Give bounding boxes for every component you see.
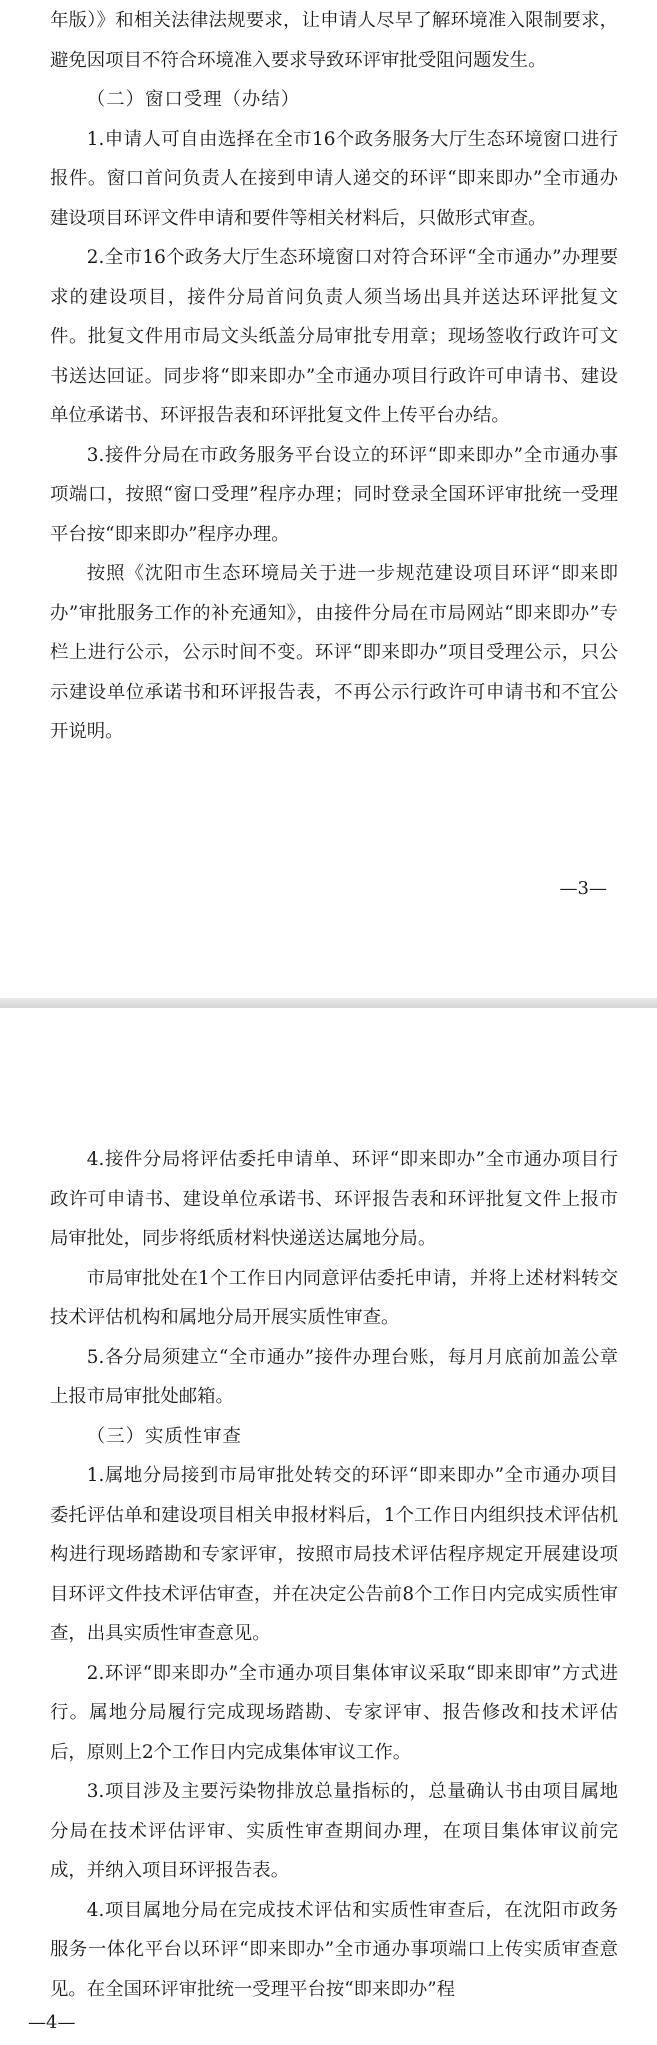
document-page-4: [0, 1008, 657, 2045]
section-heading-substantive-review: （三）实质性审查: [86, 1425, 242, 1447]
page-number: —3—: [559, 878, 607, 899]
page-3-body: [50, 1, 618, 752]
paragraph: 1.属地分局接到市局审批处转交的环评“即来即办”全市通办项目委托评估单和建设项目相关申报材料后，1个工作日内组织技术评估机构进行现场踏勘和专家评审，按照市局技术评估程序规定开展建设项目环评文件技术评估审查，并在决定公告前8个工作日内完成实质性审查，出具实质性审查意见。: [50, 1465, 618, 1644]
paragraph: 市局审批处在1个工作日内同意评估委托申请，并将上述材料转交技术评估机构和属地分局开展实质性审查。: [50, 1267, 618, 1328]
page-number: —4—: [28, 2012, 76, 2033]
paragraph: 4.接件分局将评估委托申请单、环评“即来即办”全市通办项目行政许可申请书、建设单位承诺书、环评报告表和环评批复文件上报市局审批处，同步将纸质材料快递送达属地分局。: [50, 1149, 618, 1249]
paragraph: 4.项目属地分局在完成技术评估和实质性审查后，在沈阳市政务服务一体化平台以环评“即来即办”全市通办事项端口上传实质审查意见。在全国环评审批统一受理平台按“即来即办”程: [50, 1899, 618, 2000]
paragraph: 2.全市16个政务大厅生态环境窗口对符合环评“全市通办”办理要求的建设项目，接件分局首问负责人须当场出具并送达环评批复文件。批复文件用市局文头纸盖分局审批专用章；现场签收行政许可文书送达回证。同步将“即来即办”全市通办项目行政许可申请书、建设单位承诺书、环评报告表和环评批复文件上传平台办结。: [50, 247, 618, 426]
paragraph: 3.接件分局在市政务服务平台设立的环评“即来即办”全市通办事项端口，按照“窗口受理”程序办理；同时登录全国环评审批统一受理平台按“即来即办”程序办理。: [50, 444, 618, 545]
page-4-body: [50, 1140, 618, 2009]
paragraph: 3.项目涉及主要污染物排放总量指标的，总量确认书由项目属地分局在技术评估评审、实质性审查期间办理，在项目集体审议前完成，并纳入项目环评报告表。: [50, 1781, 618, 1881]
section-heading-window-acceptance: （二）窗口受理（办结）: [86, 89, 301, 110]
continued-paragraph: 年版）》和相关法律法规要求，让申请人尽早了解环境准入限制要求，避免因项目不符合环境准入要求导致环评审批受阻问题发生。: [50, 10, 618, 71]
document-page-3: [0, 0, 657, 1008]
paragraph: 按照《沈阳市生态环境局关于进一步规范建设项目环评“即来即办”审批服务工作的补充通知》，由接件分局在市局网站“即来即办”专栏上进行公示，公示时间不变。环评“即来即办”项目受理公示，只公示建设单位承诺书和环评报告表，不再公示行政许可申请书和不宜公开说明。: [50, 563, 618, 742]
paragraph: 1.申请人可自由选择在全市16个政务服务大厅生态环境窗口进行报件。窗口首问负责人在接到申请人递交的环评“即来即办”全市通办建设项目环评文件申请和要件等相关材料后，只做形式审查。: [50, 128, 618, 229]
paragraph: 5.各分局须建立“全市通办”接件办理台账，每月月底前加盖公章上报市局审批处邮箱。: [50, 1346, 618, 1407]
paragraph: 2.环评“即来即办”全市通办项目集体审议采取“即来即审”方式进行。属地分局履行完成现场踏勘、专家评审、报告修改和技术评估后，原则上2个工作日内完成集体审议工作。: [50, 1662, 618, 1763]
